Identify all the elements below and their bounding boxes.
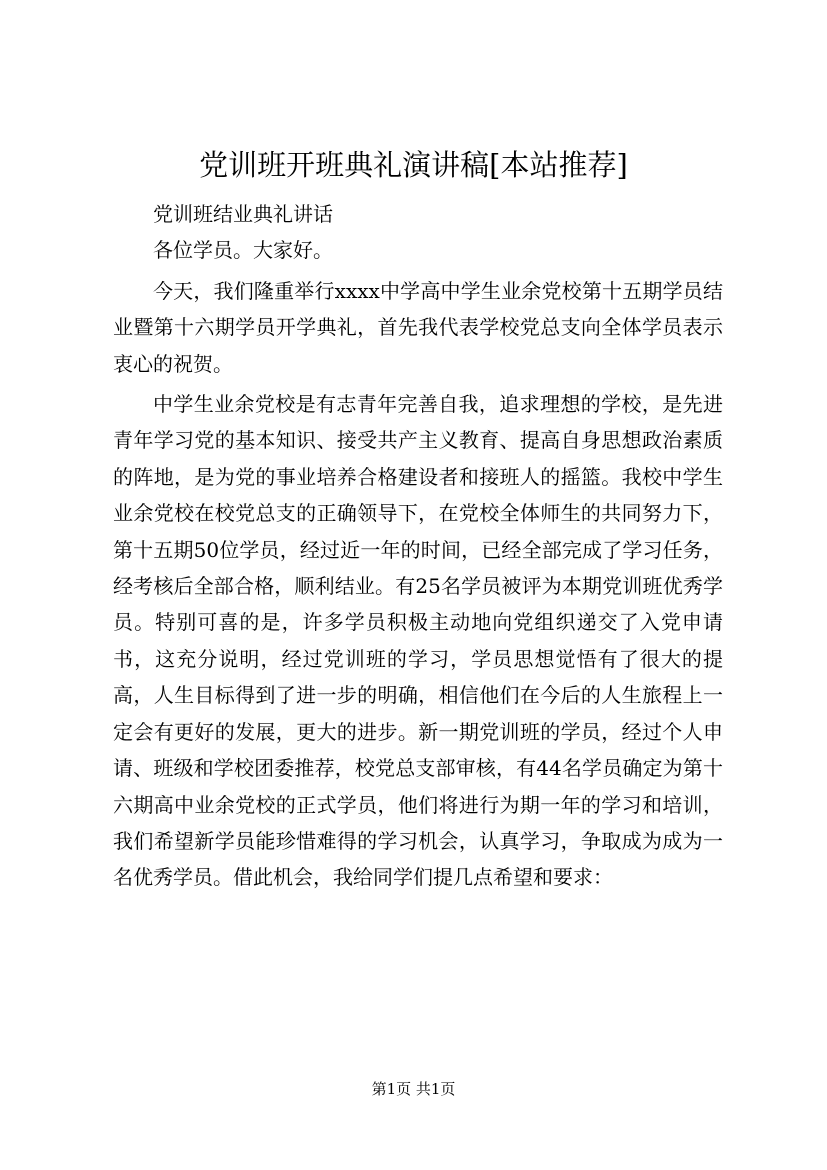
document-body: [113, 196, 723, 896]
paragraph-greeting: 各位学员。大家好。: [153, 238, 333, 263]
paragraph-opening: 今天，我们隆重举行xxxx中学高中学生业余党校第十五期学员结业暨第十六期学员开学典礼，首先我代表学校党总支向全体学员表示衷心的祝贺。: [113, 278, 723, 376]
document-title: 党训班开班典礼演讲稿[本站推荐]: [199, 148, 628, 182]
paragraph-main: 中学生业余党校是有志青年完善自我，追求理想的学校，是先进青年学习党的基本知识、接受共产主义教育、提高自身思想政治素质的阵地，是为党的事业培养合格建设者和接班人的摇篮。我校中学生业余党校在校党总支的正确领导下，在党校全体师生的共同努力下，第十五期50位学员，经过近一年的时间，已经全部完成了学习任务，经考核后全部合格，顺利结业。有25名学员被评为本期党训班优秀学员。特别可喜的是，许多学员积极主动地向党组织递交了入党申请书，这充分说明，经过党训班的学习，学员思想觉悟有了很大的提高，人生目标得到了进一步的明确，相信他们在今后的人生旅程上一定会有更好的发展，更大的进步。新一期党训班的学员，经过个人申请、班级和学校团委推荐，校党总支部审核，有44名学员确定为第十六期高中业余党校的正式学员，他们将进行为期一年的学习和培训，我们希望新学员能珍惜难得的学习机会，认真学习，争取成为成为一名优秀学员。借此机会，我给同学们提几点希望和要求：: [113, 392, 723, 890]
paragraph-subtitle: 党训班结业典礼讲话: [153, 202, 333, 226]
page-footer: 第1页 共1页: [371, 1080, 456, 1098]
